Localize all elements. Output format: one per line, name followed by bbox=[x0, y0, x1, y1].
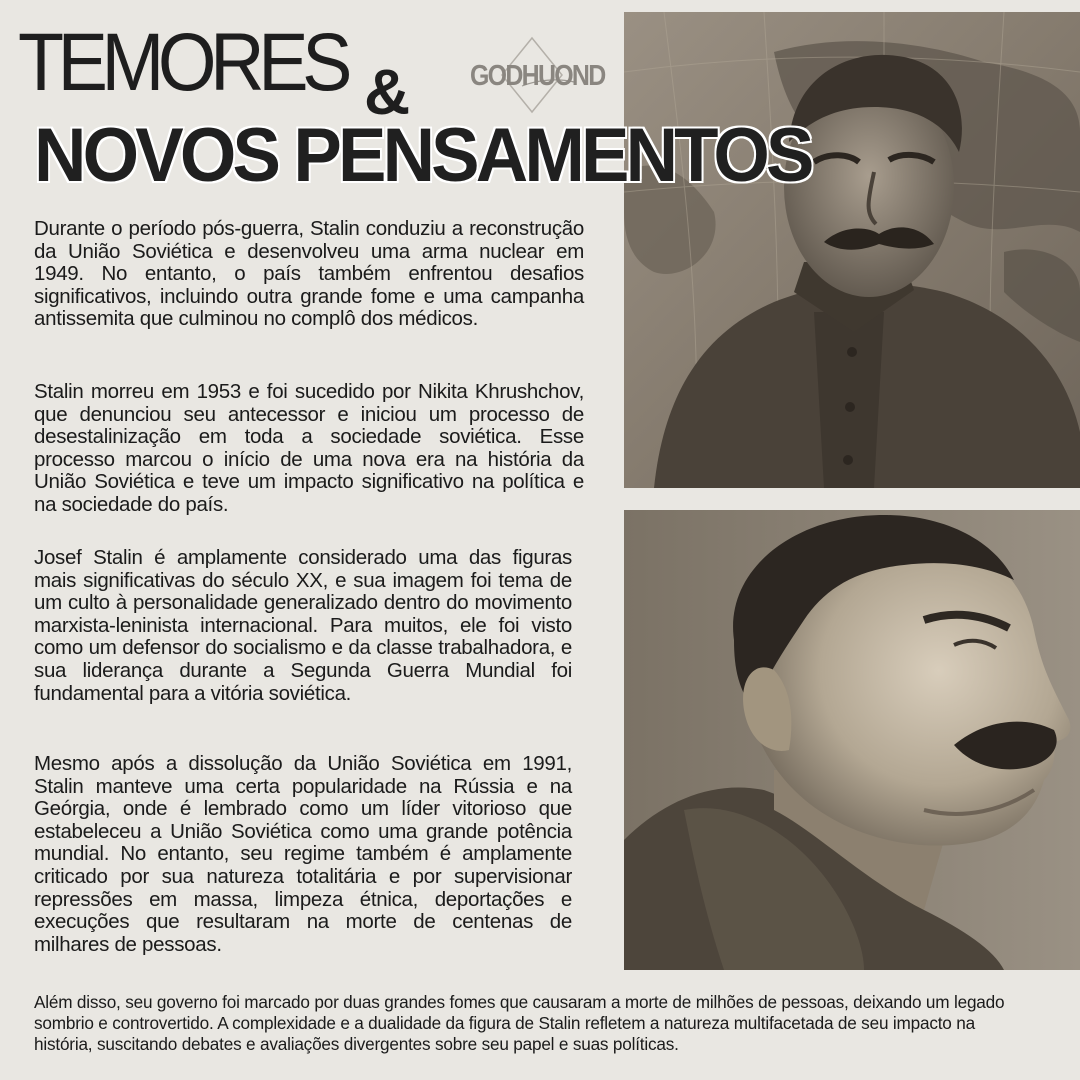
portrait-painting-graphic bbox=[624, 12, 1080, 488]
stalin-portrait-painting bbox=[624, 12, 1080, 488]
paragraph-post-war: Durante o período pós-guerra, Stalin conduziu a reconstrução da União Soviética e desenvolveu uma arma nuclear em 1949. No entanto, o país também enfrentou desafios significativos, incluindo outra grande fome e uma campanha antissemita que culminou no complô dos médicos. bbox=[34, 217, 584, 331]
paragraph-conclusion: Além disso, seu governo foi marcado por duas grandes fomes que causaram a morte de milhões de pessoas, deixando um legado sombrio e controvertido. A complexidade e a dualidade da figura de Stalin refletem a natureza multifacetada de seu impacto na história, suscitando debates e avaliações divergentes sobre seu papel e suas políticas. bbox=[34, 992, 1005, 1054]
title-line-novos-pensamentos: NOVOS PENSAMENTOS bbox=[34, 113, 811, 198]
logo-text: GODHUOND bbox=[470, 60, 605, 92]
title-line-temores: TEMORES bbox=[18, 17, 346, 108]
paragraph-dissolution: Mesmo após a dissolução da União Soviética em 1991, Stalin manteve uma certa popularidade na Rússia e na Geórgia, onde é lembrado como um líder vitorioso que estabeleceu a União Soviética como uma grande potência mundial. No entanto, seu regime também é amplamente criticado por sua natureza totalitária e por supervisionar repressões em massa, limpeza étnica, deportações e execuções que resultaram na morte de centenas de milhares de pessoas. bbox=[34, 752, 572, 956]
title-ampersand: & bbox=[364, 56, 411, 128]
paragraph-death-succession: Stalin morreu em 1953 e foi sucedido por Nikita Khrushchov, que denunciou seu antecessor e iniciou um processo de desestalinização em toda a sociedade soviética. Esse processo marcou o início de uma nova era na história da União Soviética e teve um impacto significativo na política e na sociedade do país. bbox=[34, 380, 584, 516]
godhuond-logo bbox=[462, 36, 605, 114]
paragraph-legacy-figure: Josef Stalin é amplamente considerado uma das figuras mais significativas do século XX, e sua imagem foi tema de um culto à personalidade generalizado dentro do movimento marxista-leninista internacional. Para muitos, ele foi visto como um defensor do socialismo e da classe trabalhadora, e sua liderança durante a Segunda Guerra Mundial foi fundamental para a vitória soviética. bbox=[34, 546, 572, 705]
profile-photo-graphic bbox=[624, 510, 1080, 970]
stalin-profile-photo bbox=[624, 510, 1080, 970]
